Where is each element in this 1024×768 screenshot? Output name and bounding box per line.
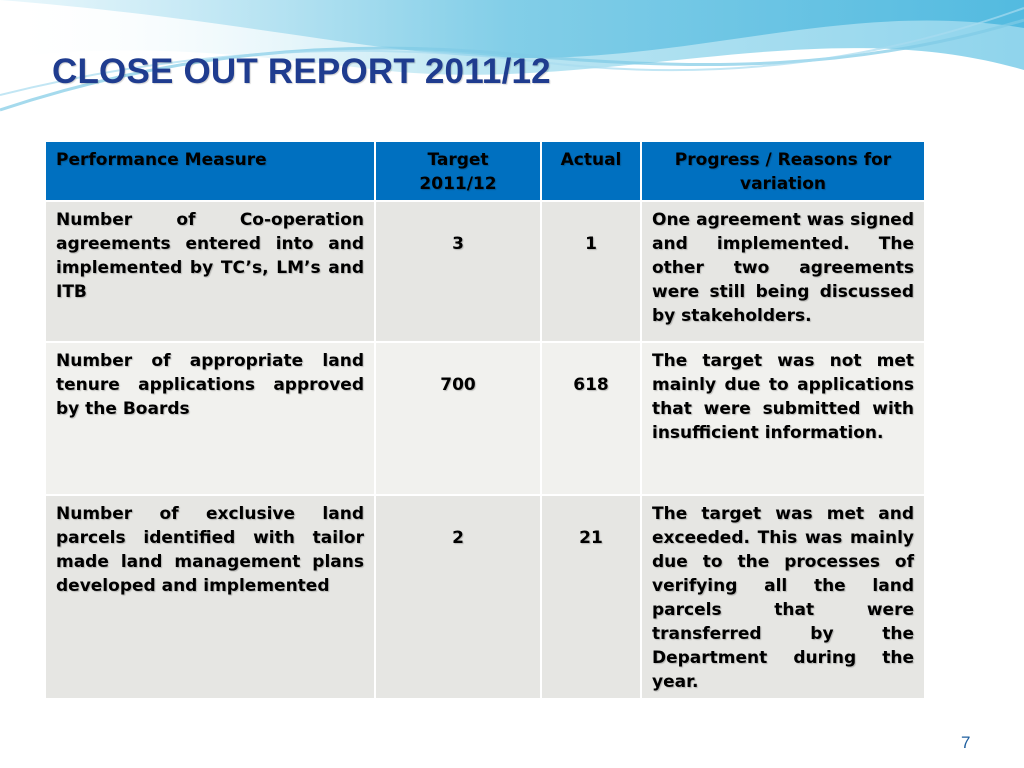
table-row xyxy=(45,201,925,342)
cell-target: 700 xyxy=(375,342,541,495)
close-out-report-table xyxy=(44,140,926,700)
cell-actual: 21 xyxy=(541,495,641,699)
table-row xyxy=(45,495,925,699)
cell-target: 3 xyxy=(375,201,541,342)
cell-measure: Number of Co-operation agreements entered into and implemented by TC’s, LM’s and ITB xyxy=(45,201,375,342)
cell-measure: Number of appropriate land tenure applications approved by the Boards xyxy=(45,342,375,495)
header-performance-measure: Performance Measure xyxy=(45,141,375,201)
cell-actual: 618 xyxy=(541,342,641,495)
cell-progress: The target was not met mainly due to applications that were submitted with insufficient information. xyxy=(641,342,925,495)
cell-progress: One agreement was signed and implemented. The other two agreements were still being discussed by stakeholders. xyxy=(641,201,925,342)
header-actual: Actual xyxy=(541,141,641,201)
header-progress-reasons: Progress / Reasons for variation xyxy=(641,141,925,201)
cell-progress: The target was met and exceeded. This was mainly due to the processes of verifying all the land parcels that were transferred by the Department during the year. xyxy=(641,495,925,699)
cell-actual: 1 xyxy=(541,201,641,342)
table-header-row xyxy=(45,141,925,201)
slide-title: CLOSE OUT REPORT 2011/12 xyxy=(52,52,551,91)
header-target: Target 2011/12 xyxy=(375,141,541,201)
cell-measure: Number of exclusive land parcels identified with tailor made land management plans developed and implemented xyxy=(45,495,375,699)
table-row xyxy=(45,342,925,495)
cell-target: 2 xyxy=(375,495,541,699)
page-number: 7 xyxy=(961,733,971,752)
